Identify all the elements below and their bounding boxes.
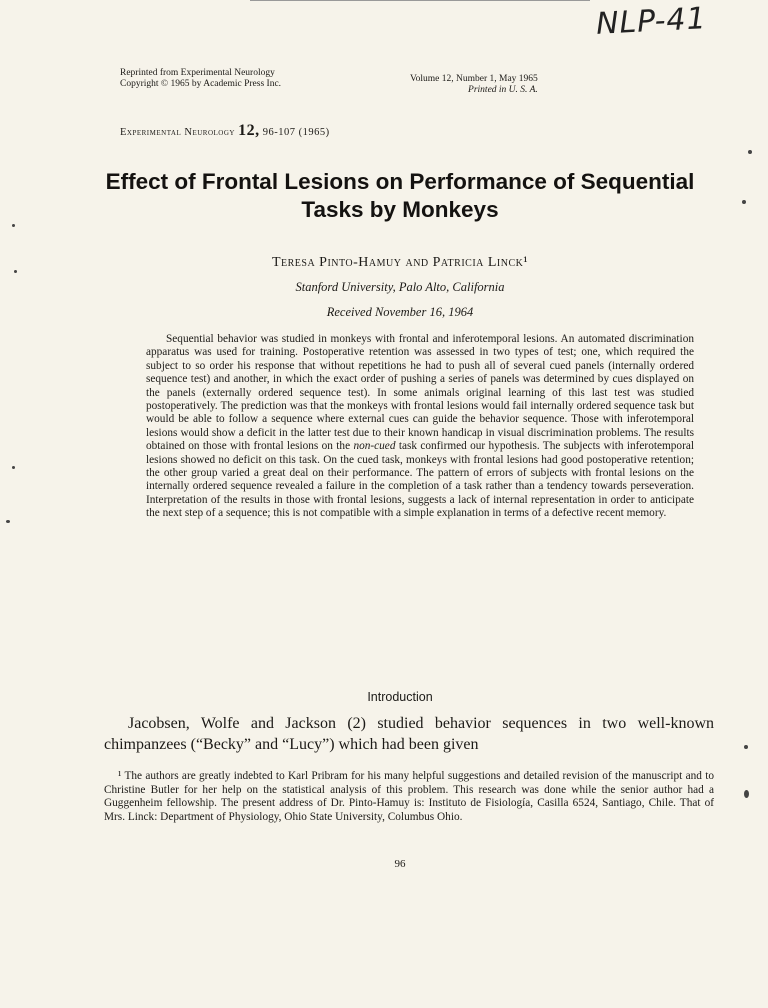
- abstract: [146, 333, 694, 521]
- scan-speck: [12, 466, 15, 469]
- reprint-line: Reprinted from Experimental Neurology: [120, 68, 275, 78]
- scan-speck: [6, 520, 10, 523]
- affiliation: Stanford University, Palo Alto, California: [295, 280, 505, 294]
- reprint-notice: [120, 68, 281, 90]
- scan-speck: [14, 270, 17, 273]
- scan-speck: [748, 150, 752, 154]
- scan-edge-line: [250, 0, 590, 1]
- title-line-1: Effect of Frontal Lesions on Performance of Sequential: [105, 169, 695, 194]
- page-number: 96: [394, 858, 406, 870]
- abstract-emphasis: non-cued: [353, 440, 396, 453]
- journal-volume: 12,: [238, 122, 260, 139]
- scan-speck: [742, 200, 746, 204]
- paper-title: [80, 168, 720, 224]
- received-date: Received November 16, 1964: [326, 305, 474, 319]
- title-line-2: Tasks by Monkeys: [301, 197, 499, 222]
- copyright-line: Copyright © 1965 by Academic Press Inc.: [120, 79, 282, 89]
- volume-info: [410, 74, 538, 96]
- journal-pages: 96-107 (1965): [262, 127, 330, 138]
- handwritten-note: NLP-41: [595, 1, 708, 42]
- section-heading: Introduction: [367, 690, 433, 704]
- scan-speck: [744, 745, 748, 749]
- journal-citation: [120, 122, 330, 140]
- abstract-text-2: task confirmed our hypothesis. The subjects with inferotemporal lesions showed no deficit on this task. On the cued task, monkeys with frontal lesions had good postoperative retention; the other group varied a great deal on their performance. The pattern of errors of subjects with frontal lesions on the internally ordered sequence revealed a failure in the completion of a task rather than a tendency towards perseveration. Interpretation of the results in those with frontal lesions, suggests a lack of internal representation in order to anticipate the next step of a sequence; this is not compatible with a simple explanation in terms of a defective recent memory.: [146, 440, 694, 520]
- introduction-text: Jacobsen, Wolfe and Jackson (2) studied behavior sequences in two well-known chimpanzees (“Becky” and “Lucy”) which had been given: [104, 715, 714, 753]
- scan-speck: [744, 790, 749, 798]
- authors: Teresa Pinto-Hamuy and Patricia Linck¹: [271, 255, 529, 270]
- printed-line: Printed in U. S. A.: [468, 85, 538, 95]
- journal-name: Experimental Neurology: [120, 127, 235, 138]
- abstract-text-1: Sequential behavior was studied in monkeys with frontal and inferotemporal lesions. An automated discrimination apparatus was used for training. Postoperative retention was assessed in two types of test; one, which required the subject to so order his response that without repetitions he had to push all of several cued panels (internally ordered sequence test) and another, in which the exact order of pushing a series of panels was determined by cues displayed on the panels (externally ordered sequence test). In some animals original learning of this last test was studied postoperatively. The prediction was that the monkeys with frontal lesions would fail internally ordered sequence task but would be able to follow a sequence where external cues can guide the behavior sequence. Those with inferotemporal lesions would show a deficit in the latter test due to their known handicap in visual discrimination problems. The results obtained on those with frontal lesions on the: [146, 333, 694, 453]
- scan-speck: [12, 224, 15, 227]
- volume-line: Volume 12, Number 1, May 1965: [410, 74, 538, 84]
- footnote: ¹ The authors are greatly indebted to Karl Pribram for his many helpful suggestions and detailed revision of the manuscript and to Christine Butler for her help on the statistical analysis of this problem. This research was done while the senior author had a Guggenheim fellowship. The present address of Dr. Pinto-Hamuy is: Instituto de Fisiología, Casilla 6524, Santiago, Chile. That of Mrs. Linck: Department of Physiology, Ohio State University, Columbus Ohio.: [104, 770, 714, 823]
